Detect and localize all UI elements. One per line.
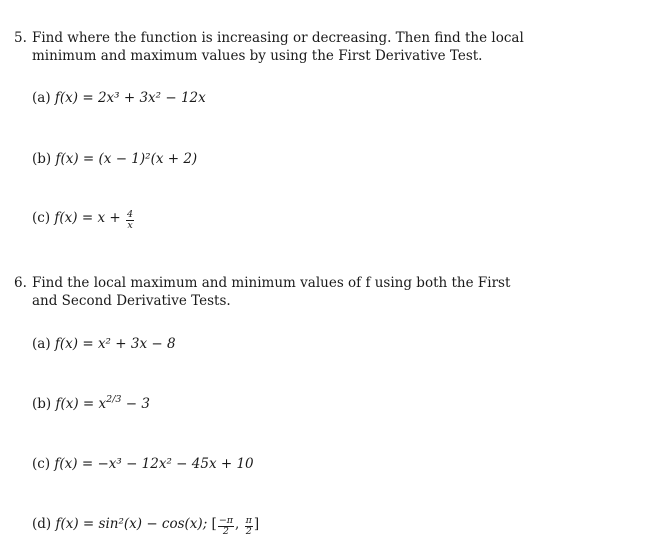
interval-open-bracket: [ [211, 516, 217, 532]
part-label: (b) [32, 396, 52, 412]
function-expression: (x − 1)²(x + 2) [98, 151, 198, 167]
function-lhs: f(x) = [55, 516, 99, 532]
function-expression: x² + 3x − 8 [97, 336, 176, 352]
function-lhs: f(x) = [54, 210, 98, 226]
fraction-numerator: π [245, 515, 252, 526]
problem-5-line-1: Find where the function is increasing or decreasing. Then find the local [32, 30, 524, 46]
problem-5-part-b [32, 150, 197, 168]
part-label: (c) [32, 456, 51, 472]
function-expression: −x³ − 12x² − 45x + 10 [97, 456, 254, 472]
problem-6-line-1: Find the local maximum and minimum values of f using both the First [32, 275, 511, 291]
expression-exponent: 2/3 [106, 394, 122, 405]
function-lhs: f(x) = [55, 396, 99, 412]
interval-end-fraction [245, 516, 253, 537]
problem-6-line-2: and Second Derivative Tests. [32, 293, 231, 309]
part-label: (b) [32, 151, 52, 167]
fraction-numerator: 4 [126, 209, 134, 220]
problem-5-statement [14, 29, 634, 65]
function-lhs: f(x) = [54, 90, 98, 106]
function-lhs: f(x) = [55, 151, 99, 167]
problem-5-number: 5. [14, 30, 27, 46]
part-label: (d) [32, 516, 52, 532]
fraction [126, 210, 134, 231]
expression-tail: − 3 [121, 396, 150, 412]
function-expression: sin²(x) − cos(x); [98, 516, 212, 532]
problem-6-statement [14, 274, 634, 310]
part-label: (c) [32, 210, 51, 226]
problem-6-part-d [32, 515, 259, 537]
fraction-denominator: x [127, 220, 133, 231]
problem-5-part-a [32, 89, 206, 107]
interval-start-fraction [218, 516, 234, 537]
function-expression: 2x³ + 3x² − 12x [97, 90, 206, 106]
function-expression: x + [97, 210, 125, 226]
interval-close-bracket: ] [253, 516, 260, 532]
problem-6-number: 6. [14, 275, 27, 291]
fraction-numerator: −π [218, 515, 234, 526]
function-lhs: f(x) = [54, 456, 98, 472]
problem-5-line-2: minimum and maximum values by using the First Derivative Test. [32, 48, 483, 64]
problem-6-part-a [32, 335, 176, 353]
problem-6-part-c [32, 455, 254, 473]
part-label: (a) [32, 336, 51, 352]
function-lhs: f(x) = [54, 336, 98, 352]
expression-base: x [98, 396, 107, 412]
fraction-denominator: 2 [245, 526, 252, 537]
part-label: (a) [32, 90, 51, 106]
problem-5-part-c [32, 209, 135, 231]
problem-6-part-b [32, 395, 150, 413]
interval-separator: , [235, 516, 244, 532]
fraction-denominator: 2 [222, 526, 229, 537]
